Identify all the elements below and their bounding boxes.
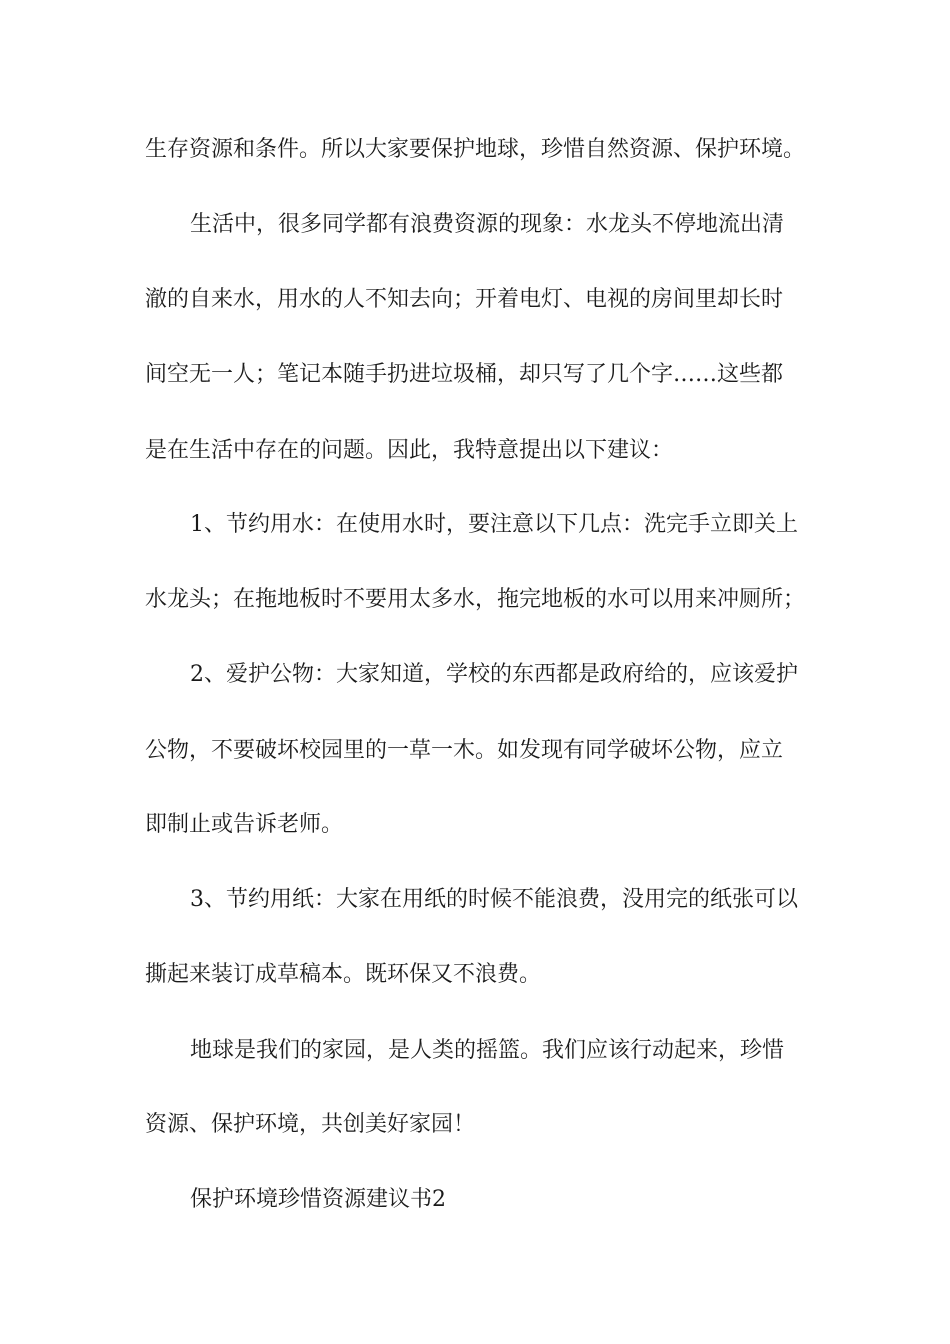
text-line-6: 1、节约用水：在使用水时，要注意以下几点：洗完手立即关上 [190, 512, 798, 537]
text-line-7: 水龙头；在拖地板时不要用太多水，拖完地板的水可以用来冲厕所； [145, 587, 806, 612]
text-line-1: 生存资源和条件。所以大家要保护地球，珍惜自然资源、保护环境。 [145, 137, 806, 162]
text-line-3: 澈的自来水，用水的人不知去向；开着电灯、电视的房间里却长时 [145, 287, 784, 312]
text-line-13: 地球是我们的家园，是人类的摇篮。我们应该行动起来，珍惜 [190, 1038, 785, 1063]
text-line-2: 生活中，很多同学都有浪费资源的现象：水龙头不停地流出清 [190, 212, 785, 237]
text-line-12: 撕起来装订成草稿本。既环保又不浪费。 [145, 962, 542, 987]
text-line-10: 即制止或告诉老师。 [145, 812, 344, 837]
text-line-9: 公物，不要破坏校园里的一草一木。如发现有同学破坏公物，应立 [145, 738, 784, 763]
text-line-14: 资源、保护环境，共创美好家园！ [145, 1112, 476, 1137]
text-line-4: 间空无一人；笔记本随手扔进垃圾桶，却只写了几个字……这些都 [145, 362, 784, 387]
text-line-5: 是在生活中存在的问题。因此，我特意提出以下建议： [145, 438, 674, 463]
text-line-8: 2、爱护公物：大家知道，学校的东西都是政府给的，应该爱护 [190, 662, 798, 687]
text-line-11: 3、节约用纸：大家在用纸的时候不能浪费，没用完的纸张可以 [190, 887, 798, 912]
section-heading: 保护环境珍惜资源建议书2 [190, 1187, 446, 1212]
